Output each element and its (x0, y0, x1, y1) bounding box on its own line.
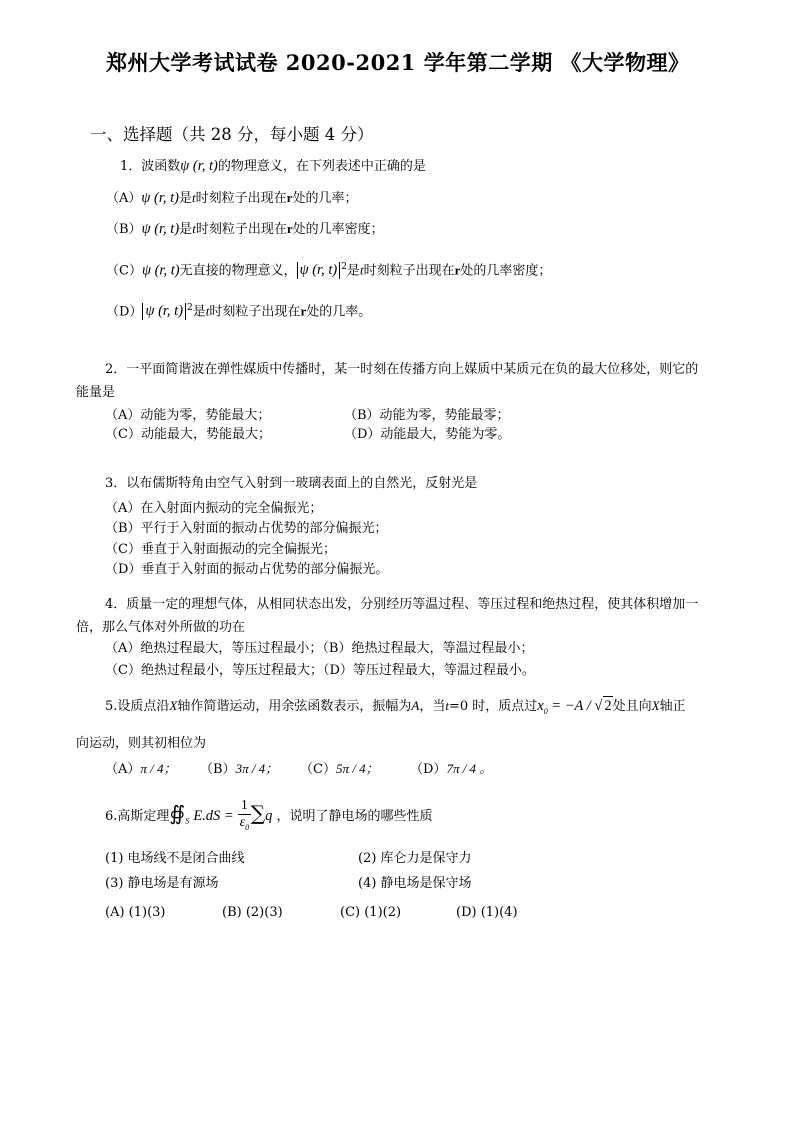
question-2-option-d[interactable]: （D）动能最大，势能为零。 (344, 427, 511, 442)
question-4-stem-line1: 4．质量一定的理想气体，从相同状态出发，分别经历等温过程、等压过程和绝热过程，使其体积增加一 (105, 597, 699, 612)
question-6-option-b[interactable]: (B) (2)(3) (222, 905, 283, 920)
question-1-option-c[interactable]: （C）ψ (r, t)无直接的物理意义， ψ (r, t) $^2$是t时刻粒子出现在r处的几率密度； (106, 262, 552, 279)
question-6-statement-1: (1) 电场线不是闭合曲线 (105, 851, 245, 866)
question-6-statement-2: (2) 库仑力是保守力 (358, 851, 472, 866)
question-6-statement-3: (3) 静电场是有源场 (105, 876, 219, 891)
question-5-option-d[interactable]: （D）7π / 4 。 (410, 761, 493, 777)
question-3-stem: 3．以布儒斯特角由空气入射到一玻璃表面上的自然光，反射光是 (105, 476, 478, 491)
question-5-stem-line2: 向运动，则其初相位为 (76, 736, 207, 751)
question-6-option-a[interactable]: (A) (1)(3) (105, 905, 166, 920)
question-6-stem: 6.高斯定理$∯_S$ E.dS = $\frac{1}{\varepsilon_0}$ ∑q ，说明了静电场的哪些性质 (105, 797, 433, 832)
question-5-option-a[interactable]: （A）π / 4； (105, 761, 177, 777)
question-5-option-b[interactable]: （B）3π / 4； (200, 761, 279, 777)
surface-integral-symbol: ∯ (169, 801, 186, 825)
question-4-stem-line2: 倍，那么气体对外所做的功在 (76, 620, 246, 635)
question-5-option-c[interactable]: （C）5π / 4； (300, 761, 379, 777)
question-3-option-a[interactable]: （A）在入射面内振动的完全偏振光； (105, 501, 323, 516)
question-1-option-a[interactable]: （A）ψ (r, t)是t时刻粒子出现在r处的几率； (106, 190, 358, 206)
question-1-option-d[interactable]: （D） ψ (r, t) $^2$是t时刻粒子出现在r处的几率。 (106, 303, 372, 320)
question-6-option-c[interactable]: (C) (1)(2) (340, 905, 402, 920)
question-2-option-b[interactable]: （B）动能为零，势能最零； (344, 408, 510, 423)
question-6-option-d[interactable]: (D) (1)(4) (456, 905, 518, 920)
question-3-option-c[interactable]: （C）垂直于入射面振动的完全偏振光； (105, 542, 336, 557)
question-4-options-cd[interactable]: （C）绝热过程最小，等压过程最大；（D）等压过程最大，等温过程最小。 (105, 663, 535, 678)
question-5-stem-line1: 5.设质点沿X轴作简谐运动，用余弦函数表示，振幅为A，当t=0 时，质点过$x_0 = -A$ / √ 2处且向X轴正 (105, 698, 686, 716)
question-2-option-a[interactable]: （A）动能为零，势能最大； (105, 408, 271, 423)
question-2-stem-line2: 能量是 (76, 385, 116, 400)
question-2-option-c[interactable]: （C）动能最大，势能最大； (105, 427, 271, 442)
question-3-option-d[interactable]: （D）垂直于入射面的振动占优势的部分偏振光。 (105, 562, 389, 577)
question-1-stem: 1．波函数ψ (r, t)的物理意义，在下列表述中正确的是 (120, 158, 426, 174)
question-1-option-b[interactable]: （B）ψ (r, t)是t时刻粒子出现在r处的几率密度； (106, 221, 384, 237)
question-2-stem-line1: 2．一平面简谐波在弹性媒质中传播时，某一时刻在传播方向上媒质中某质元在负的最大位移处，则它的 (105, 362, 699, 377)
page-title: 郑州大学考试试卷 2020-2021 学年第二学期 《大学物理》 (106, 50, 690, 75)
question-3-option-b[interactable]: （B）平行于入射面的振动占优势的部分偏振光； (105, 521, 388, 536)
section-heading: 一、选择题（共 28 分，每小题 4 分） (90, 125, 374, 144)
question-4-options-ab[interactable]: （A）绝热过程最大，等压过程最小；（B）绝热过程最大，等温过程最小； (105, 641, 534, 656)
question-6-statement-4: (4) 静电场是保守场 (358, 876, 472, 891)
